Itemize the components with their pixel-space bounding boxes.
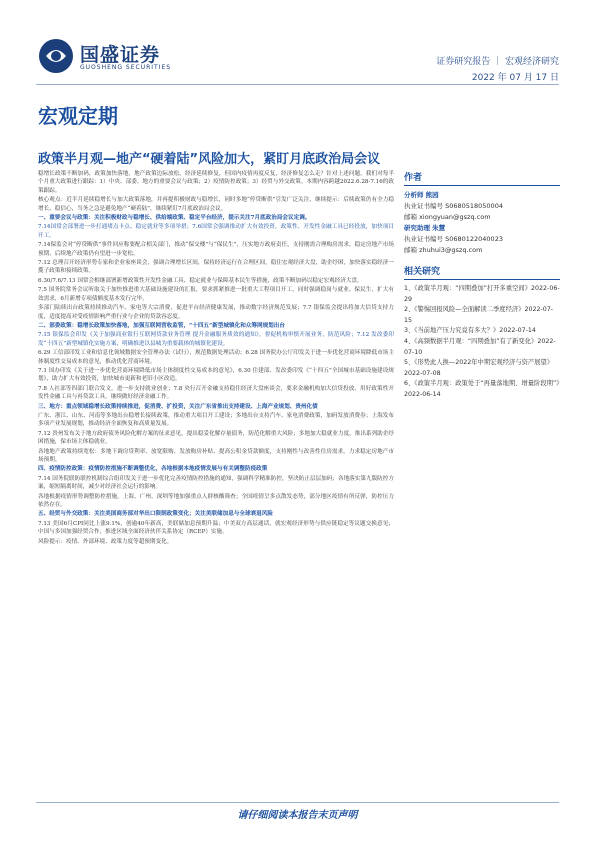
related-heading: 相关研究 (404, 264, 560, 280)
author-email[interactable]: zhuhui3@gszq.com (419, 246, 483, 254)
company-logo-icon (38, 38, 74, 74)
body-paragraph: 广东、浙江、山东、河南等多地出台稳增长接续政策，推动重大项目开工建设；多地出台支持汽车、家电消费政策，加码发放消费券；上海发布多项产业发展规划，推动经济全面恢复和高质量发展。 (38, 412, 394, 428)
header-divider (36, 84, 559, 85)
body-paragraph: 7.14国常会部署进一步打通堵点卡点、稳定就业等多项举措；7.6国常会强调推动扩大有效投资，政策性、开发性金融工具已经投放，加快项目开工。 (38, 224, 394, 239)
report-title: 政策半月观—地产“硬着陆”风险加大，紧盯月底政治局会议 (38, 152, 381, 167)
body-paragraph: 7.12 贵州发布关于地方政府债务风险化解方案的征求意见，提出稳妥化解存量债务，防范化解重大风险；多地加大稳就业力度，推出系列助企纾困措施，保市场主体稳就业。 (38, 430, 394, 446)
authors-heading: 作者 (404, 170, 560, 186)
author-email-label: 邮箱 (404, 213, 417, 221)
author-line (404, 245, 560, 256)
body-paragraph: 7.13 美国6月CPI同比上涨9.1%，创逾40年新高，美联储加息预期升温；中美双方高层通话，就宏观经济形势与供应链稳定等议题交换意见；中国与多国加强经贸合作，推进区域全面经济伙伴关系协定（RCEP）实施。 (38, 520, 394, 536)
brand-name: 国盛证券 (80, 44, 161, 66)
body-paragraph: 6.30/7.6/7.13 国常会相继部署新增政策性开发性金融工具、稳定就业与保障基本民生等措施，政策不断加码以稳定宏观经济大盘。 (38, 277, 363, 284)
author-email[interactable]: xiongyuan@gszq.com (419, 213, 491, 221)
body-paragraph: 7.14保监会对“停贷断供”事件回应称要配合相关部门，推动“保交楼”与“保民生”，压实地方政府责任，支持刚需合理购房需求，稳定房地产市场预期，后续地产政策仍有望进一步宽松。 (38, 242, 394, 257)
authors-list (404, 190, 560, 256)
author-line (404, 201, 560, 212)
author-cert: S0680518050004 (445, 202, 503, 210)
body-paragraph: 一、重要会议与政策：关注积极财政与稳增长、供给端政策、稳定平台经济，提示关注7月底政治局会议定调。 (38, 215, 311, 222)
author-email-label: 邮箱 (404, 246, 417, 254)
company-logo (38, 38, 178, 78)
body-paragraph: 四、疫情防控政策：疫情防控措施不断调整优化，各地根据本地疫情发展与有关调整防疫政策 (38, 466, 268, 473)
author-name: 熊园 (425, 191, 439, 199)
body-paragraph: 多部门陆续出台政策持续推动汽车、家电等大宗消费，促进平台经济健康发展，推动数字经济规范发展；7.7 银保监会提出将加大信贷支持力度，适度提高对受疫情影响严重行业与企业的贷款容忍度。 (38, 305, 394, 320)
body-paragraph: 稳增长政策不断加码，政策加快落地，地产政策边际放松，经济延续修复，但国内疫情再度反复，经济修复怎么走？针对上述问题，我们对每半个月重大政策进行跟踪：1）中央、部委、地方的重要会议与政策；2）疫情防控政策；3）经贸与外交政策。本期内容跨越2022.6.28-7.16的政策跟踪。 (38, 171, 394, 194)
author-line (404, 223, 560, 234)
body-paragraph: 风险提示：疫情、外部环境、政策力度等超预期变化。 (38, 538, 173, 545)
body-paragraph: 7.1 国办印发《关于进一步优化营商环境降低市场主体制度性交易成本的意见》，6.30 住建部、发改委印发《“十四五”全国城市基础设施建设规划》，助力扩大有效投资，加快城市更新和老旧小区改造。 (38, 367, 394, 383)
sidebar (404, 170, 560, 401)
author-cert-label: 执业证书编号 (404, 202, 443, 210)
body-paragraph: 五、经贸与外交政策：关注美国商务部对华出口限制政策变化；关注美联储加息与全球衰退风险 (38, 511, 273, 518)
body-paragraph: 7.14 国务院联防联控机制综合组印发关于进一步优化完善疫情防控措施的通知，强调科学精准防控，坚决防止层层加码；各地落实第九版防控方案，缩短隔离时间，减少对经济社会运行的影响。 (38, 475, 394, 491)
author-name: 朱慧 (432, 224, 446, 232)
related-report-link[interactable]: 5、《形势此人换—2022年中期宏观经济与资产展望》2022-07-08 (404, 359, 554, 377)
body-paragraph: 7.15 银保监会印发《关于加强商业银行互联网贷款业务管理 提升金融服务质效的通知》，督促机构审慎开展业务，防范风险；7.12 发改委印发“十四五”新型城镇化实施方案，明确推进以县城为重要载体的城镇化建设。 (38, 332, 394, 347)
author-role: 分析师 (404, 191, 424, 199)
body-paragraph: 三、地方：重点领域稳增长政策持续推进，促消费、扩投资，关注广东省推出支持建设、上海产业规划、贵州化债 (38, 403, 318, 410)
body-paragraph: 各地地产政策持续宽松：多地下调房贷利率、放宽限购、发放购房补贴、提高公积金贷款额度，支持刚性与改善性住房需求，力求稳定房地产市场预期。 (38, 448, 394, 463)
body-paragraph: 7.12 总理召开经济形势专家和企业家座谈会，强调合理增长区间，保持经济运行在合理区间，稳住宏观经济大盘，助企纾困，加快落实稳经济一揽子政策和接续政策。 (38, 260, 394, 275)
body-paragraph: 核心观点：近半月延续稳增长与加大政策落地，并再提积极财政与稳增长，同时多地“停贷断供”引发广泛关注，继续提示：后续政策仍有全力稳增长、稳信心，当务之急是避免地产“硬着陆”，继续紧盯7月底政治局会议。 (38, 197, 394, 212)
related-report-link[interactable]: 2、《警惕回报风险—全面解读二季度经济》2022-07-15 (404, 306, 554, 324)
author-line (404, 190, 560, 201)
author-cert-label: 执业证书编号 (404, 235, 443, 243)
brand-name-en: GUOSHENG SECURITIES (80, 64, 172, 71)
disclaimer-footer: 请仔细阅读本报告末页声明 (237, 810, 358, 821)
related-report-link[interactable]: 1、《政策半月观：“四期叠加”打开多重空间》2022-06-29 (404, 285, 560, 303)
related-report-link[interactable]: 6、《政策半月观：政策处于“再量落地期、增量阶段期”》2022-06-14 (404, 380, 560, 398)
section-title: 宏观定期 (38, 104, 118, 128)
footer-divider (36, 802, 559, 803)
body-paragraph: 各地根据疫情形势调整防控措施，上海、广州、深圳等地加强重点人群核酸筛查；全国疫情呈多点散发态势，部分地区疫情有所反弹，防控压力依然存在。 (38, 493, 394, 509)
body-paragraph: 二、部委政策：稳增长政策加快落地，加强互联网营收监管，“十四五”新型城镇化和众筹网规划出台 (38, 322, 285, 329)
body-paragraph: 7.5 国务院常务会议听取关于加快推进重大基础设施建设的汇报，要求抓紧推进一批重大工程项目开工，同时强调稳岗与就业、保民生、扩大有效需求，6月新增专项债额度基本发行完毕。 (38, 287, 394, 302)
body-paragraph: 7.8 人社部等四部门联合发文，进一步支持就业创业；7.8 央行召开金融支持稳住经济大盘座谈会，要求金融机构加大信贷投放、用好政策性开发性金融工具与再贷款工具，继续做好经济金融工作。 (38, 385, 394, 401)
related-list (404, 284, 560, 401)
report-type: 证券研究报告 ｜ 宏观经济研究 (436, 57, 559, 67)
body-paragraph: 6.29 工信部印发工业和信息化领域数据安全管理办法（试行），规范数据处理活动；6.28 国务院办公厅印发关于进一步优化营商环境降低市场主体制度性交易成本的意见，推动优化营商环境。 (38, 350, 394, 365)
report-body (38, 170, 394, 800)
related-report-link[interactable]: 3、《当前地产压力究竟有多大？》2022-07-14 (404, 327, 536, 335)
author-line (404, 234, 560, 245)
author-cert: S0680122040023 (445, 235, 503, 243)
author-line (404, 212, 560, 223)
related-report-link[interactable]: 4、《高频数据半月观：“四期叠加”有了新变化》2022-07-10 (404, 337, 556, 356)
report-date: 2022 年 07 月 17 日 (471, 73, 559, 83)
author-role: 研究助理 (404, 224, 430, 232)
